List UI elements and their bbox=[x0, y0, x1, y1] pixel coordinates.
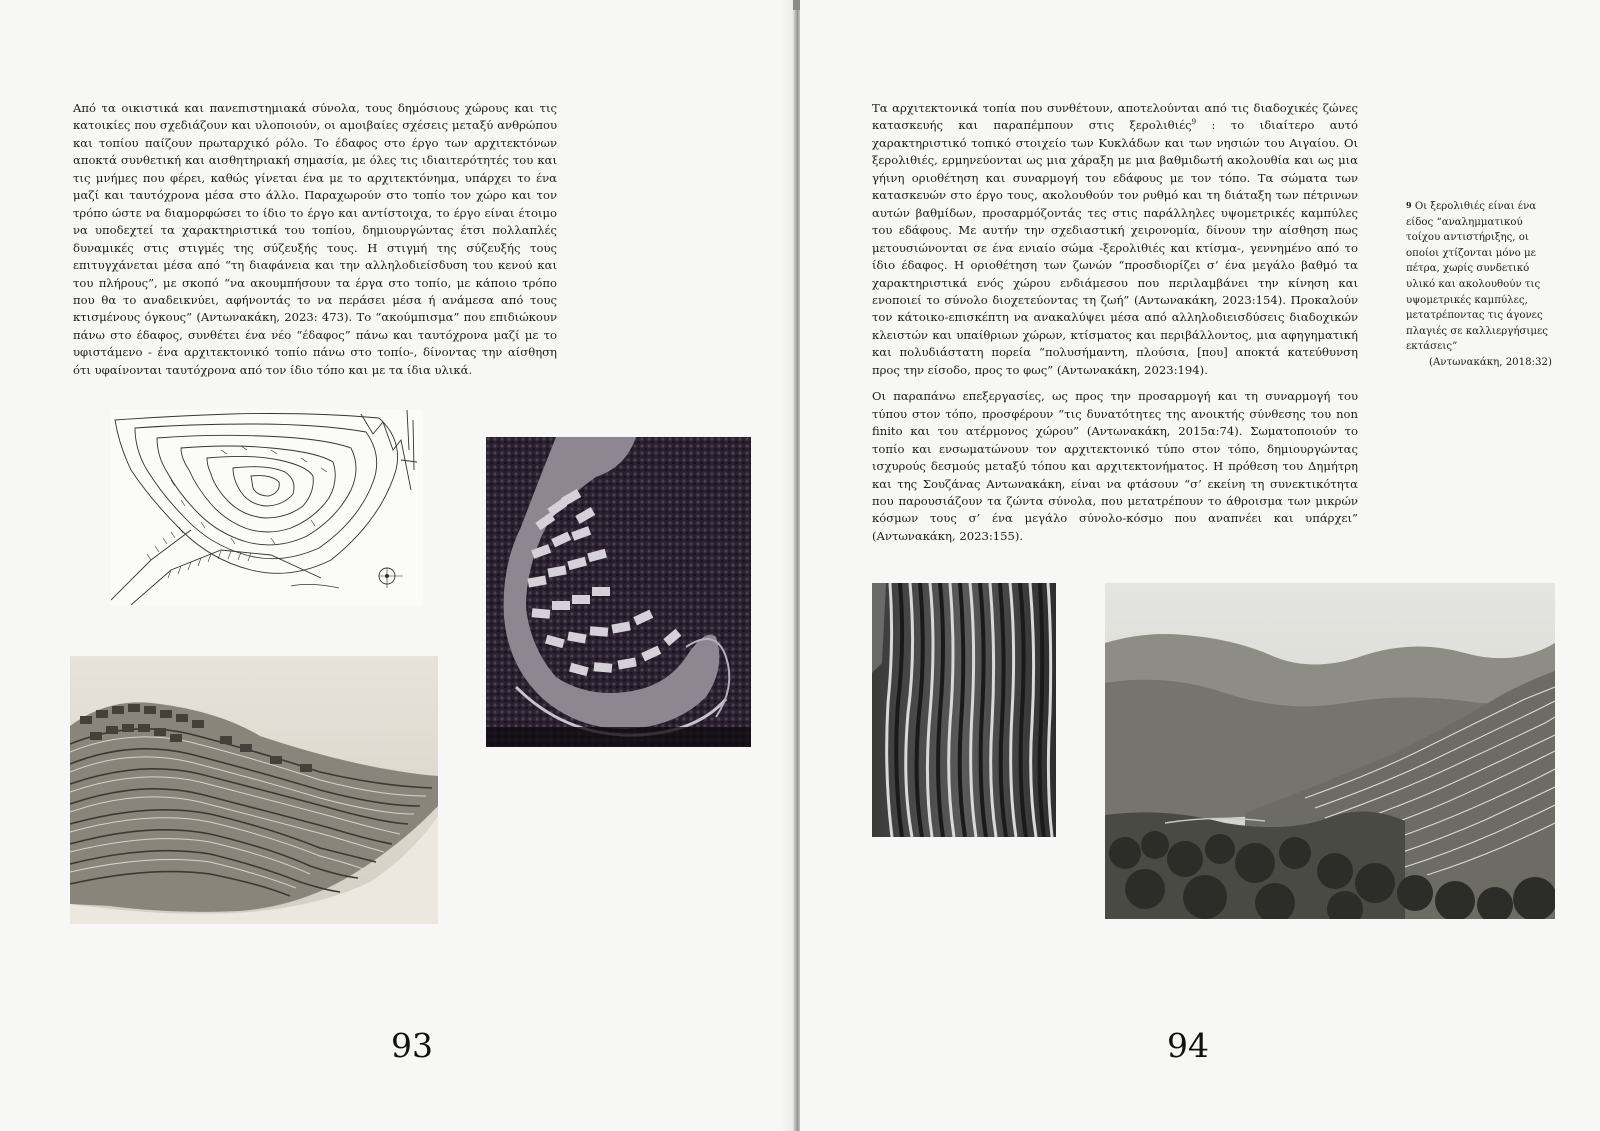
left-body-text bbox=[73, 100, 557, 379]
footnote-text: Οι ξερολιθιές είναι ένα είδος “αναλημματικού τοίχου αντιστήριξης, οι οποίοι χτίζονται μόνο με πέτρα, χωρίς συνδετικό υλικό και ακολουθούν τις υψομετρικές καμπύλες, μετατρέποντας τις άγονες πλαγιές σε καλλιεργήσιμες εκτάσεις” bbox=[1406, 201, 1548, 353]
right-paragraph-2: Οι παραπάνω επεξεργασίες, ως προς την προσαρμογή και τη συναρμογή του τύπου στον τόπο, προσφέρουν “τις δυνατότητες της ανοικτής σύνθεσης του non finito και του ατέρμονος χώρου” (Αντωνακάκη, 2015α:74). Σωματοποιούν το τοπίο και ενσωματώνουν τον αρχιτεκτονικό τύπο στον τόπο, δημιουργώντας ισχυρούς δεσμούς μεταξύ τόπου και αρχιτεκτονήματος. Η πρόθεση του Δημήτρη και της Σουζάνας Αντωνακάκη, είναι να φτάσουν “σ’ εκείνη τη συνεκτικότητα που παρουσιάζουν τα ζώντα σύνολα, που μετατρέπουν το άθροισμα των μικρών κόσμων τους σ’ ένα μεγάλο σύνολο-κόσμο που αναπνέει και υπάρχει” (Αντωνακάκη, 2023:155). bbox=[872, 389, 1358, 543]
footnote-number: 9 bbox=[1406, 200, 1412, 210]
terraced-mountain-landscape-photo-image bbox=[1105, 583, 1555, 919]
footnote-sidenote bbox=[1406, 198, 1552, 371]
right-paragraph-1-start: Τα αρχιτεκτονικά τοπία που συνθέτουν, αποτελούνται από τις διαδοχικές ζώνες κατασκευής και παραπέμπουν στις ξερολιθιές bbox=[872, 101, 1358, 133]
right-body-text bbox=[872, 100, 1358, 545]
page-number-left: 93 bbox=[391, 1026, 433, 1065]
dry-stone-terraces-photo-image bbox=[872, 583, 1056, 837]
right-paragraph-1-rest: : το ιδιαίτερο αυτό χαρακτηριστικό τοπικό στοιχείο των Κυκλάδων και των νησιών του Αιγαίου. Οι ξερολιθιές, ερμηνεύονται ως μια χάραξη με μια βαθμιδωτή ακολουθία και ως μια γήινη οριοθέτηση και συναρμογή του εδάφους με τον τόπο. Τα σώματα των κατασκευών στο έργο τους, ακολουθούν τον ρυθμό και τη διάταξη των πέτρινων αυτών βαθμίδων, προσαρμόζοντάς τες στις παράλληλες υψομετρικές καμπύλες του εδάφους. Με αυτήν την σχεδιαστική χειρονομία, δίνουν την αίσθηση πως μετουσιώνονται σε ένα ενιαίο σώμα -ξερολιθιές και κτίσμα-, γεννημένο από το ίδιο έδαφος. Η οριοθέτηση των ζωνών “προσδιορίζει σ’ ένα μεγάλο βαθμό τα χαρακτηριστικά ενός χώρου ενδιάμεσου που περιλαμβάνει την κίνηση και ενοποιεί το σύνολο διοχετεύοντας τη ζωή” (Αντωνακάκη, 2023:154). Προκαλούν τον κάτοικο-επισκέπτη να ανακαλύψει μέσα από αλληλοδιεισδύσεις διαδοχικών κλειστών και υπαίθριων χώρων, κτίσματος και περιβάλλοντος, μια αφηγηματική και πολυδιάστατη πορεία “πολυσήμαντη, πλούσια, [που] αποκτά κατεύθυνση προς την είσοδο, προς το φως” (Αντωνακάκη, 2023:194). bbox=[872, 118, 1358, 377]
right-paragraph-1 bbox=[872, 100, 1358, 379]
site-plan-sketch-image bbox=[111, 410, 423, 605]
left-page bbox=[0, 0, 797, 1131]
page-number-right: 94 bbox=[1167, 1026, 1209, 1065]
left-paragraph: Από τα οικιστικά και πανεπιστημιακά σύνολα, τους δημόσιους χώρους και τις κατοικίες που σχεδιάζουν και υλοποιούν, οι αμοιβαίες σχέσεις μεταξύ ανθρώπου και τοπίου παίζουν πρωταρχικό ρόλο. Το έδαφος στο έργο των αρχιτεκτόνων αποκτά συνθετική και αισθητηριακή σημασία, με όλες τις ιδιαιτερότητές του και τις μνήμες που φέρει, καθώς γίνεται ένα με το αρχιτεκτόνημα, υπάρχει το ένα μαζί και ταυτόχρονα μέσα στο άλλο. Παραχωρούν στο τοπίο τον χώρο και τον τρόπο ώστε να διαμορφώσει το ίδιο το έργο και αντίστοιχα, το έργο είναι έτοιμο να υποδεχτεί τα χαρακτηριστικά του τοπίου, δημιουργώντας έτσι πολλαπλές δυναμικές στις στιγμές της σύζευξής τους. Η στιγμή της σύζευξής τους επιτυγχάνεται μέσα από “τη διαφάνεια και την αλληλοδιείσδυση του κενού και του πλήρους”, με σκοπό “να ακουμπήσουν τα έργα στο τοπίο, με κάποιο τρόπο που θα το αναδεικνύει, αφήνοντάς το να περάσει μέσα ή ανάμεσα από τους κτισμένους όγκους” (Αντωνακάκη, 2023: 473). Το “ακούμπισμα” που επιδιώκουν πάνω στο έδαφος, συνθέτει ένα νέο “έδαφος” πάνω και ταυτόχρονα μαζί με το υφιστάμενο - ένα αρχιτεκτονικό τοπίο πάνω στο τοπίο-, δίνοντας την αίσθηση ότι υφαίνονται ταυτόχρονα από τον ίδιο τόπο και με τα ίδια υλικά. bbox=[73, 101, 557, 377]
terrain-model-photo-image bbox=[70, 656, 438, 924]
aerial-photo-image bbox=[486, 437, 751, 747]
footnote-citation: (Αντωνακάκη, 2018:32) bbox=[1428, 356, 1552, 368]
footnote-reference: 9 bbox=[1191, 118, 1197, 127]
